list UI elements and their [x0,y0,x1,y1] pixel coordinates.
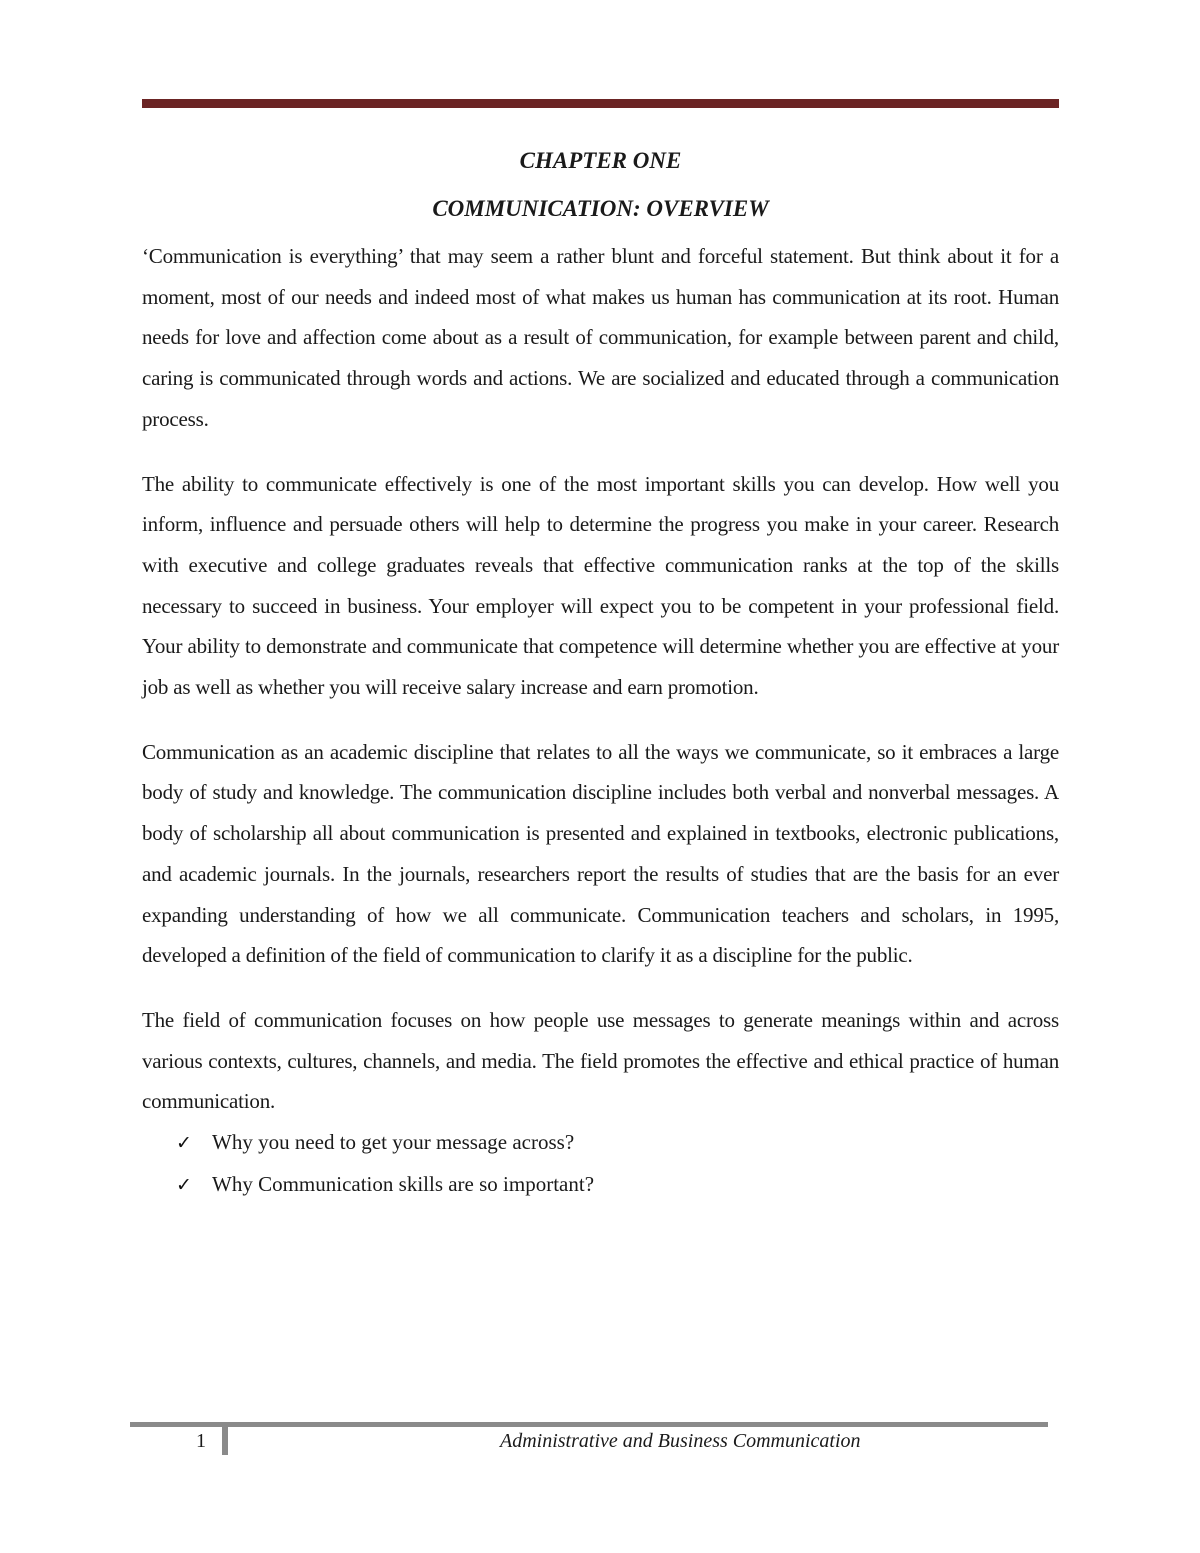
paragraph-3: Communication as an academic discipline that relates to all the ways we communicate, so it embraces a large body of study and knowledge. The communication discipline includes both verbal and nonverbal messages. A body of scholarship all about communication is presented and explained in textbooks, electronic publications, and academic journals. In the journals, researchers report the results of studies that are the basis for an ever expanding understanding of how we all communicate. Communication teachers and scholars, in 1995, developed a definition of the field of communication to clarify it as a discipline for the public. [142,739,1059,968]
checklist-item-text: Why Communication skills are so important? [212,1171,595,1196]
page-number: 1 [196,1430,206,1452]
checklist-item [142,1122,1059,1164]
body-text [142,236,1059,1205]
paragraph-1: ‘Communication is everything’ that may seem a rather blunt and forceful statement. But think about it for a moment, most of our needs and indeed most of what makes us human has communication at its root. Human needs for love and affection come about as a result of communication, for example between parent and child, caring is communicated through words and actions. We are socialized and educated through a communication process. [142,244,1059,431]
chapter-title: CHAPTER ONE [519,148,682,173]
checklist-item [142,1164,1059,1206]
paragraph-2: The ability to communicate effectively is one of the most important skills you can develop. How well you inform, influence and persuade others will help to determine the progress you make in your career. Research with executive and college graduates reveals that effective communication ranks at the top of the skills necessary to succeed in business. Your employer will expect you to be competent in your professional field. Your ability to demonstrate and communicate that competence will determine whether you are effective at your job as well as whether you will receive salary increase and earn promotion. [142,471,1059,700]
check-icon: ✓ [176,1132,192,1155]
header-rule [142,99,1059,108]
paragraph-4: The field of communication focuses on how people use messages to generate meanings within and across various contexts, cultures, channels, and media. The field promotes the effective and ethical practice of human communication. [142,1007,1059,1114]
checklist [142,1122,1059,1205]
checklist-item-text: Why you need to get your message across? [212,1130,575,1155]
check-icon: ✓ [176,1173,192,1196]
footer-rule [130,1422,1048,1427]
footer-divider [222,1427,228,1455]
chapter-subtitle: COMMUNICATION: OVERVIEW [432,196,769,221]
footer-title: Administrative and Business Communication [500,1430,861,1452]
